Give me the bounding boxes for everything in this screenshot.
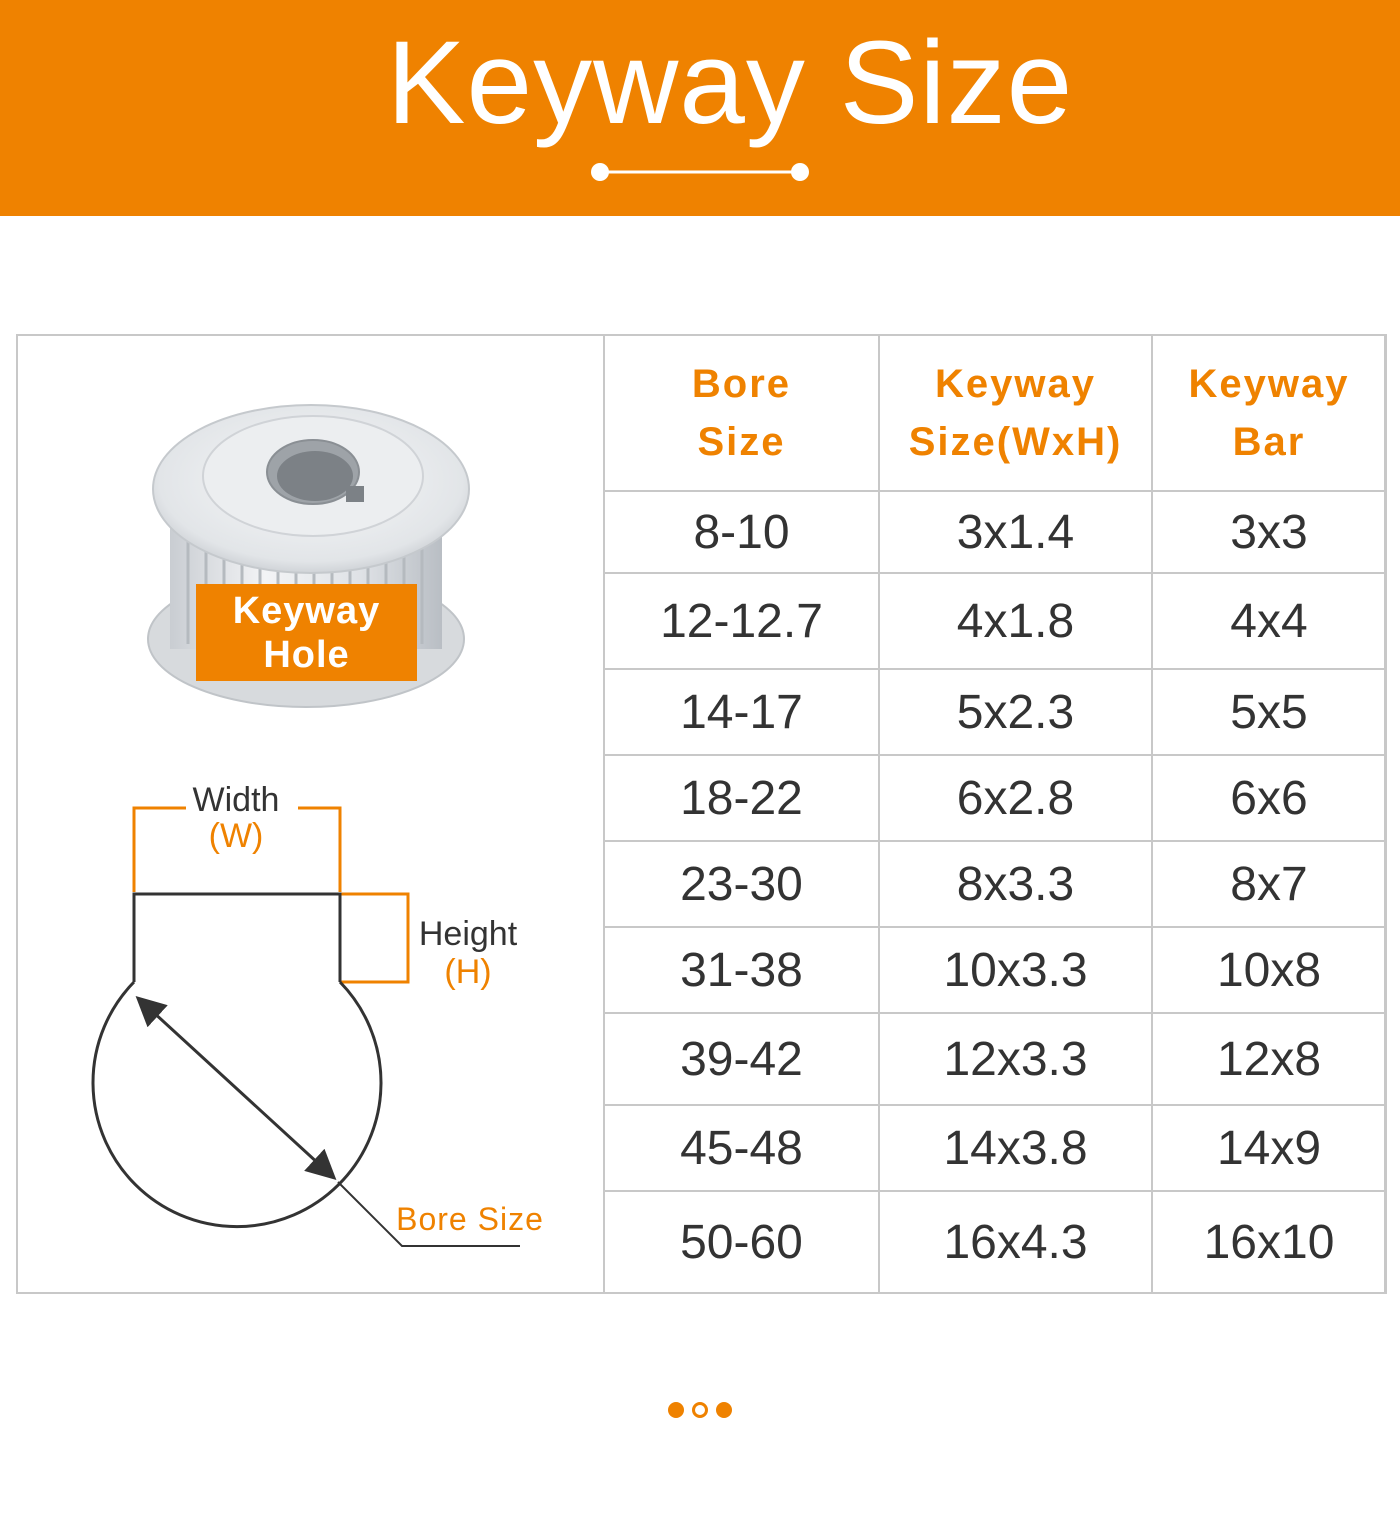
- table-row: [604, 573, 1386, 669]
- callout-line-1: Keyway: [232, 590, 381, 632]
- keyway-size-table: [603, 334, 1387, 1294]
- bore-size-cell: 14-17: [604, 669, 879, 755]
- header-keyway-bar-line-1: Keyway: [1188, 362, 1350, 406]
- keyway-bar-cell: 14x9: [1152, 1105, 1386, 1191]
- height-symbol: (H): [444, 953, 492, 991]
- title-divider: [588, 160, 812, 184]
- header-keyway-size: [879, 335, 1152, 491]
- bore-size-cell: 18-22: [604, 755, 879, 841]
- header-bore-line-1: Bore: [691, 362, 792, 406]
- pager-dot-1[interactable]: [668, 1402, 684, 1418]
- keyway-size-cell: 6x2.8: [879, 755, 1152, 841]
- keyway-bar-cell: 8x7: [1152, 841, 1386, 927]
- keyway-bar-cell: 4x4: [1152, 573, 1386, 669]
- header-keyway-bar: [1152, 335, 1386, 491]
- keyway-hole-callout: [196, 584, 417, 681]
- keyway-size-cell: 12x3.3: [879, 1013, 1152, 1105]
- keyway-size-cell: 3x1.4: [879, 491, 1152, 573]
- height-label: Height: [418, 915, 518, 953]
- header-bore-size: [604, 335, 879, 491]
- bore-size-cell: 39-42: [604, 1013, 879, 1105]
- keyway-size-cell: 5x2.3: [879, 669, 1152, 755]
- keyway-size-cell: 4x1.8: [879, 573, 1152, 669]
- bore-size-cell: 45-48: [604, 1105, 879, 1191]
- pager-dot-3[interactable]: [716, 1402, 732, 1418]
- table-row: [604, 1105, 1386, 1191]
- header-keyway-bar-line-2: Bar: [1232, 420, 1306, 464]
- bore-size-cell: 50-60: [604, 1191, 879, 1293]
- keyway-bar-cell: 5x5: [1152, 669, 1386, 755]
- table-row: [604, 1013, 1386, 1105]
- callout-line-2: Hole: [263, 634, 350, 676]
- pager-dot-2[interactable]: [692, 1402, 708, 1418]
- bore-size-cell: 31-38: [604, 927, 879, 1013]
- keyway-size-cell: 16x4.3: [879, 1191, 1152, 1293]
- header-banner: [0, 0, 1400, 216]
- keyway-size-cell: 14x3.8: [879, 1105, 1152, 1191]
- keyway-size-cell: 8x3.3: [879, 841, 1152, 927]
- keyway-size-cell: 10x3.3: [879, 927, 1152, 1013]
- header-keyway-size-line-2: Size(WxH): [908, 420, 1123, 464]
- keyway-bar-cell: 6x6: [1152, 755, 1386, 841]
- table-header-row: [604, 335, 1386, 491]
- bore-size-label: Bore Size: [396, 1201, 544, 1237]
- page-title: Keyway Size: [386, 17, 1074, 149]
- header-bore-line-2: Size: [697, 420, 786, 464]
- bore-size-cell: 23-30: [604, 841, 879, 927]
- keyway-bar-cell: 10x8: [1152, 927, 1386, 1013]
- table-row: [604, 841, 1386, 927]
- table-row: [604, 755, 1386, 841]
- width-label: Width: [192, 781, 280, 819]
- bore-size-cell: 8-10: [604, 491, 879, 573]
- table-row: [604, 491, 1386, 573]
- keyway-bar-cell: 12x8: [1152, 1013, 1386, 1105]
- illustration-panel: [16, 334, 604, 1294]
- header-keyway-size-line-1: Keyway: [935, 362, 1096, 406]
- table-row: [604, 669, 1386, 755]
- width-symbol: (W): [208, 817, 264, 855]
- carousel-pager: [668, 1402, 734, 1420]
- table-row: [604, 927, 1386, 1013]
- keyway-bar-cell: 3x3: [1152, 491, 1386, 573]
- bore-size-cell: 12-12.7: [604, 573, 879, 669]
- table-row: [604, 1191, 1386, 1293]
- keyway-bar-cell: 16x10: [1152, 1191, 1386, 1293]
